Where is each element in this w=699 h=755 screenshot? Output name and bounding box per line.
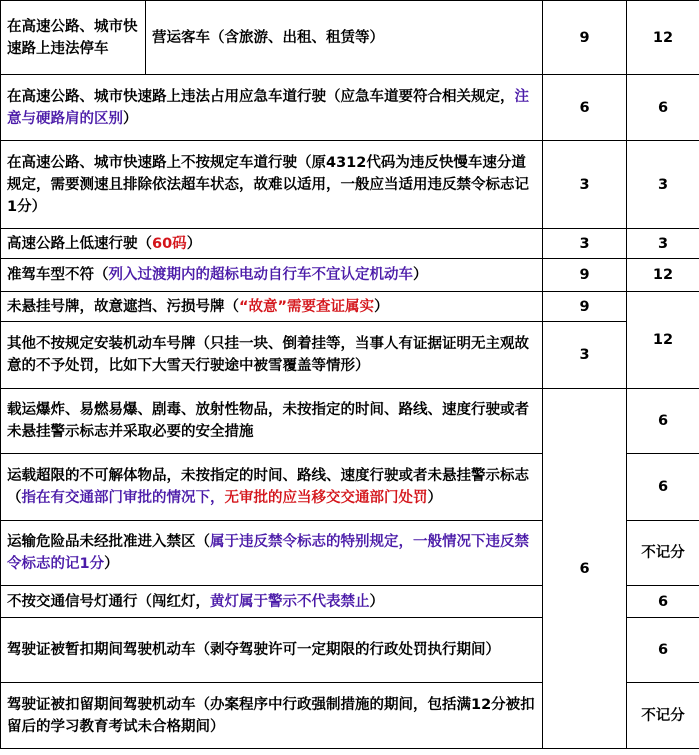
violation-cell — [1, 521, 543, 586]
new-score-cell: 3 — [543, 322, 627, 389]
table-row — [1, 322, 699, 389]
violation-text-end: ） — [104, 556, 119, 572]
violation-cell — [1, 75, 543, 141]
table-row — [1, 259, 699, 292]
violation-note: 列入过渡期内的超标电动自行车不宜认定机动车 — [108, 267, 413, 283]
violation-note: 指在有交通部门审批的情况下， — [21, 490, 225, 506]
new-score-cell: 9 — [543, 1, 627, 75]
violation-cell — [1, 292, 543, 322]
new-score-cell: 9 — [543, 259, 627, 292]
table-row — [1, 229, 699, 259]
old-score-cell: 6 — [627, 389, 699, 454]
table-row — [1, 292, 699, 322]
violation-text: 在高速公路、城市快速路上违法占用应急车道行驶（应急车道要符合相关规定， — [7, 88, 515, 105]
table-row — [1, 141, 699, 229]
violation-note: 60码 — [152, 235, 187, 252]
old-score-cell: 3 — [627, 141, 699, 229]
violation-note: “故意”需要查证属实 — [239, 298, 375, 315]
violation-cell — [1, 454, 543, 521]
violation-cell — [1, 586, 543, 618]
violation-cell: 营运客车（含旅游、出租、租赁等） — [146, 1, 543, 75]
violation-note: 注意与硬路肩的区别 — [7, 88, 529, 127]
old-score-cell: 6 — [627, 618, 699, 683]
old-score-cell: 不记分 — [627, 521, 699, 586]
new-score-cell: 3 — [543, 141, 627, 229]
violation-cell: 其他不按规定安装机动车号牌（只挂一块、倒着挂等，当事人有证据证明无主观故意的不予处罚，比如下大雪天行驶途中被雪覆盖等情形） — [1, 322, 543, 389]
new-score-cell: 9 — [543, 292, 627, 322]
old-score-cell: 不记分 — [627, 683, 699, 749]
violation-cell — [1, 229, 543, 259]
table-row — [1, 1, 699, 75]
violation-cell: 在高速公路、城市快速路上不按规定车道行驶（原4312代码为违反快慢车速分道规定，需要测速且排除依法超车状态，故难以适用，一般应当适用违反禁令标志记1分） — [1, 141, 543, 229]
violation-text: 运载超限的不可解体物品，未按指定的时间、路线、速度行驶或者未悬挂警示标志（ — [7, 468, 529, 506]
old-score-cell: 3 — [627, 229, 699, 259]
table-row — [1, 389, 699, 454]
violation-text-end: ） — [374, 298, 389, 315]
violation-cell: 驾驶证被暂扣期间驾驶机动车（剥夺驾驶许可一定期限的行政处罚执行期间） — [1, 618, 543, 683]
violation-text-end: ） — [369, 593, 384, 610]
violation-cell — [1, 259, 543, 292]
new-score-cell: 6 — [543, 389, 627, 749]
violation-text-end: ） — [123, 110, 138, 127]
new-score-cell: 6 — [543, 75, 627, 141]
violation-text: 准驾车型不符（ — [7, 267, 109, 283]
violation-text-end: ） — [186, 235, 202, 252]
violation-text: 不按交通信号灯通行（闯红灯， — [7, 593, 210, 610]
old-score-cell: 6 — [627, 586, 699, 618]
violation-cell: 载运爆炸、易燃易爆、剧毒、放射性物品，未按指定的时间、路线、速度行驶或者未悬挂警示标志并采取必要的安全措施 — [1, 389, 543, 454]
scene-cell: 在高速公路、城市快速路上违法停车 — [1, 1, 146, 75]
violation-text: 高速公路上低速行驶（ — [7, 235, 152, 252]
old-score-cell: 12 — [627, 1, 699, 75]
old-score-cell: 6 — [627, 454, 699, 521]
table-row — [1, 75, 699, 141]
violation-text: 未悬挂号牌，故意遮挡、污损号牌（ — [7, 298, 239, 315]
old-score-cell: 12 — [627, 292, 699, 389]
violation-note-red: 无审批的应当移交交通部门处罚 — [224, 490, 428, 506]
violation-text: 运输危险品未经批准进入禁区（ — [7, 534, 210, 550]
violation-note: 属于违反禁令标志的特别规定，一般情况下违反禁令标志的记1分 — [7, 534, 529, 572]
old-score-cell: 6 — [627, 75, 699, 141]
violation-note: 黄灯属于警示不代表禁止 — [210, 593, 370, 610]
new-score-cell: 3 — [543, 229, 627, 259]
violation-cell: 驾驶证被扣留期间驾驶机动车（办案程序中行政强制措施的期间，包括满12分被扣留后的学习教育考试未合格期间） — [1, 683, 543, 749]
violation-text-end: ） — [413, 267, 428, 283]
violation-text-end: ） — [427, 490, 442, 506]
old-score-cell: 12 — [627, 259, 699, 292]
